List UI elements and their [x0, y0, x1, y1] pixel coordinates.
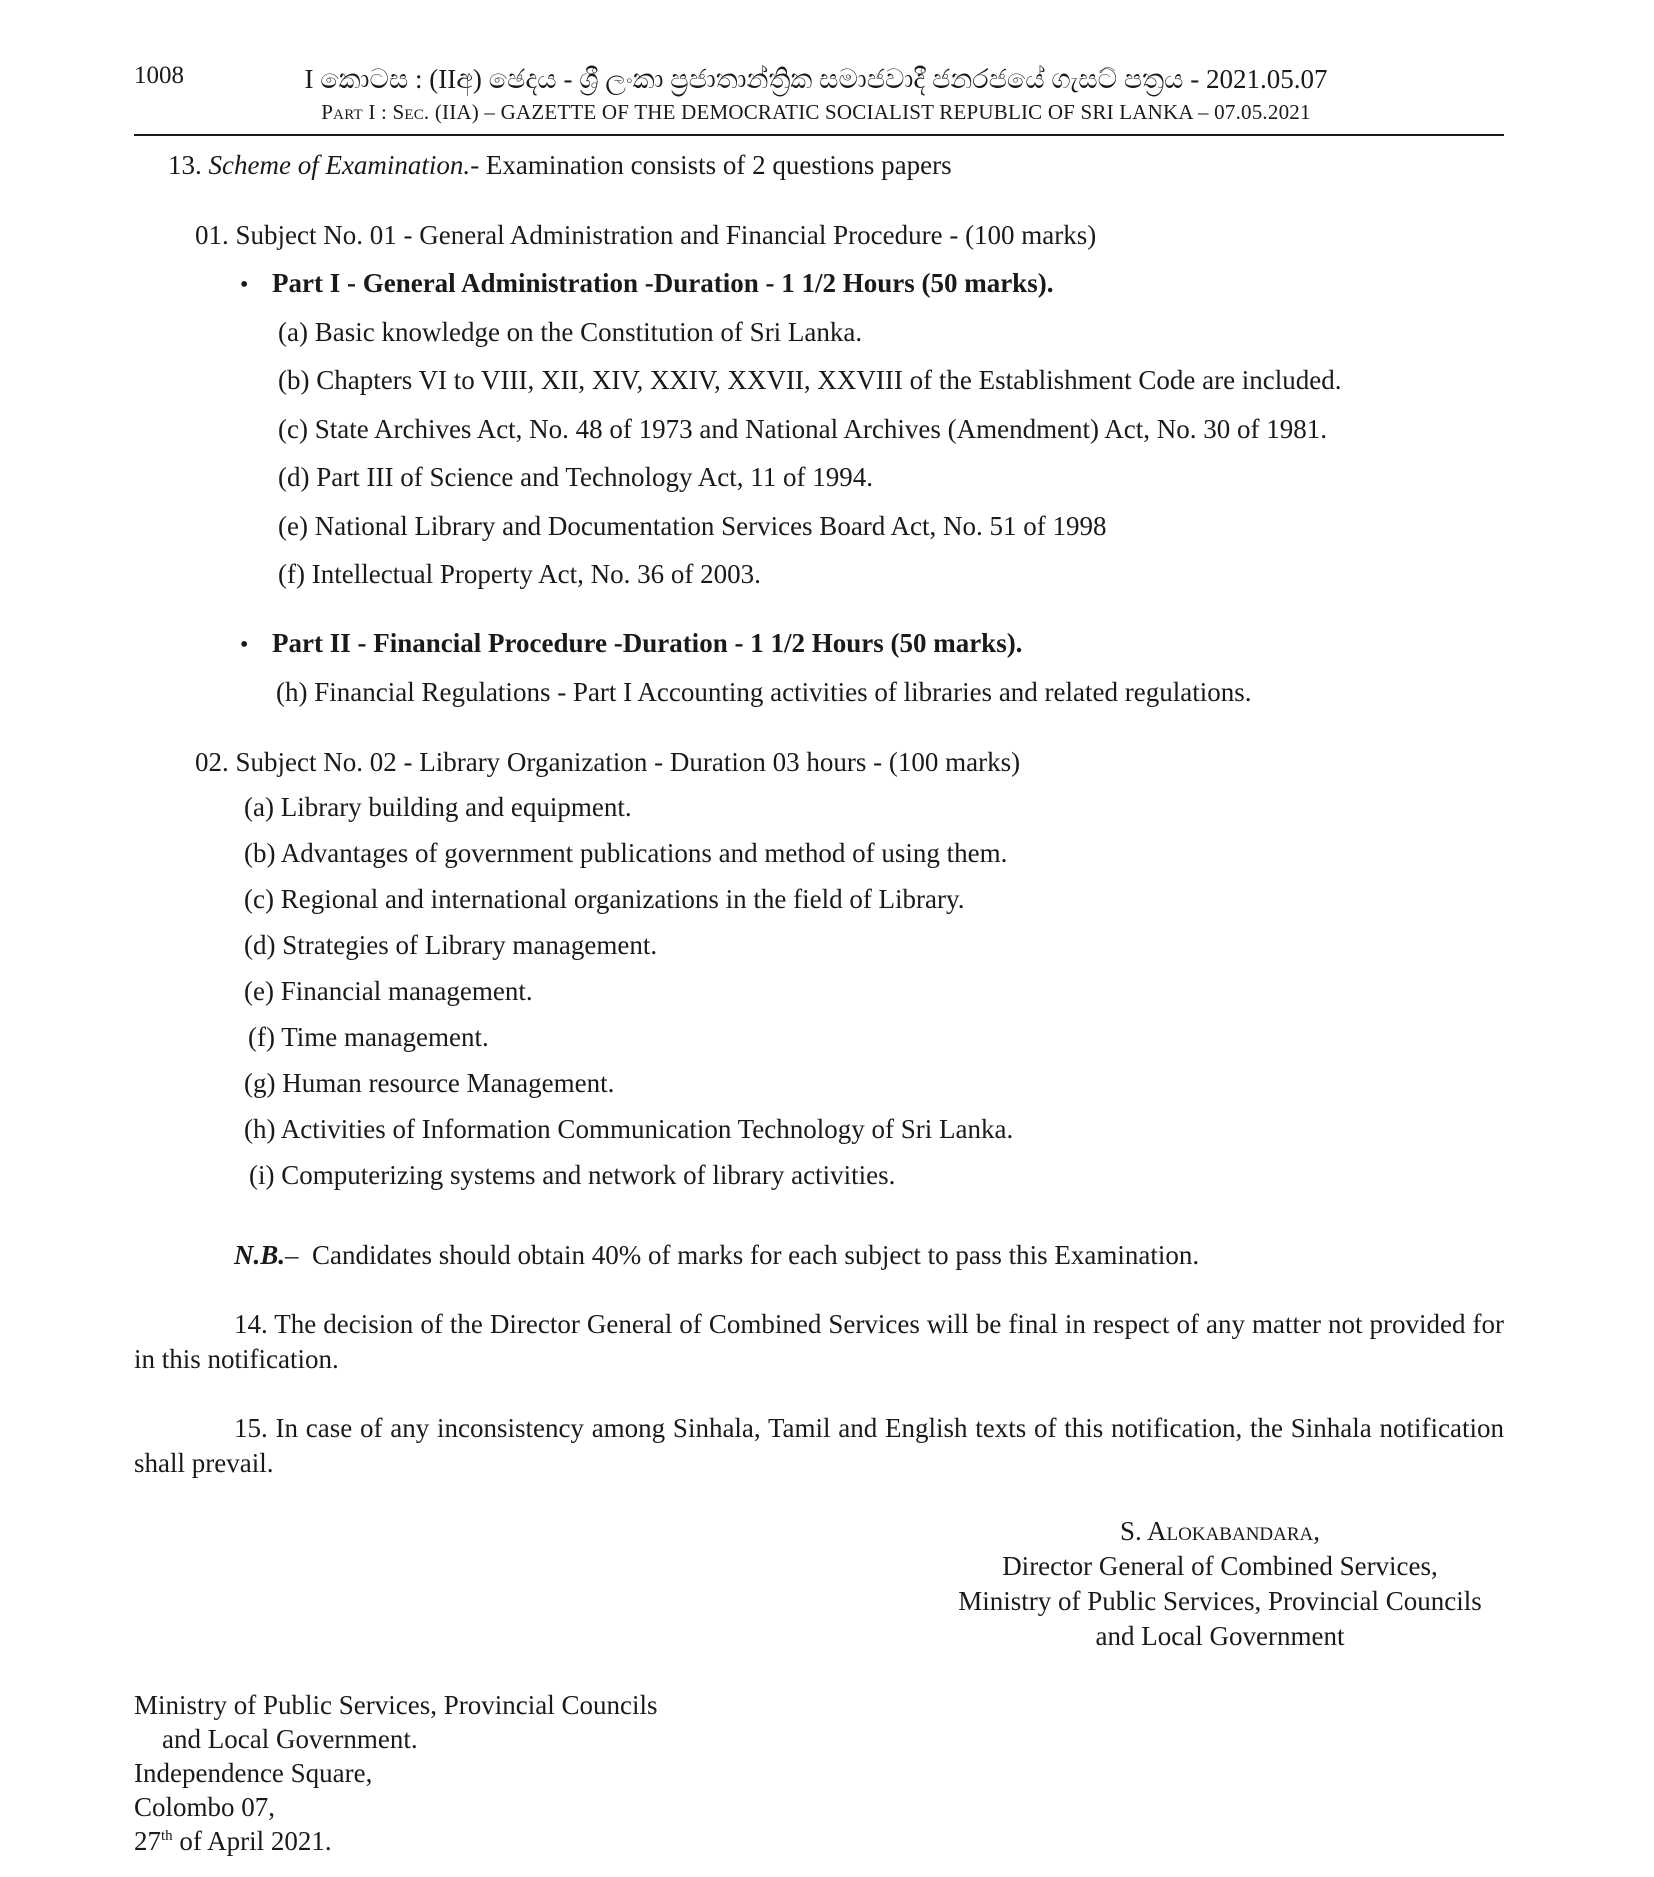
header-rest: (IIA) – GAZETTE OF THE DEMOCRATIC SOCIALIST REPUBLIC OF SRI LANKA – 07.05.2021: [434, 100, 1311, 124]
item-text: Computerizing systems and network of library activities.: [281, 1160, 896, 1190]
item-label: (c): [278, 414, 308, 444]
item-text: Strategies of Library management.: [282, 930, 658, 960]
item-text: Library building and equipment.: [280, 792, 632, 822]
header-rule: [134, 134, 1504, 136]
item-label: (d): [278, 462, 310, 492]
item-text: Intellectual Property Act, No. 36 of 2003.: [311, 559, 761, 589]
address-line-3: Independence Square,: [134, 1758, 373, 1788]
header-part: Part I: [321, 100, 376, 124]
section-14: [134, 1307, 1504, 1377]
subject-2-heading: 02. Subject No. 02 - Library Organization - Duration 03 hours - (100 marks): [195, 747, 1021, 777]
part-1-item-a: [278, 315, 862, 349]
address-line-1: Ministry of Public Services, Provincial Councils: [134, 1690, 658, 1720]
item-text: State Archives Act, No. 48 of 1973 and National Archives (Amendment) Act, No. 30 of 1981.: [314, 414, 1328, 444]
subject-2-item-c: [244, 882, 965, 916]
item-label: (h): [244, 1114, 276, 1144]
item-label: (g): [244, 1068, 276, 1098]
date-suffix: th: [161, 1828, 173, 1844]
item-label: (c): [244, 884, 274, 914]
nota-bene: [234, 1238, 1199, 1272]
item-label: (d): [244, 930, 276, 960]
item-text: Time management.: [281, 1022, 489, 1052]
item-text: Part III of Science and Technology Act, 11 of 1994.: [316, 462, 873, 492]
item-text: Activities of Information Communication Technology of Sri Lanka.: [280, 1114, 1014, 1144]
section-15-text: 15. In case of any inconsistency among Sinhala, Tamil and English texts of this notification, the Sinhala notification shall prevail.: [134, 1413, 1504, 1478]
bullet-icon: •: [240, 632, 249, 658]
header-sep: :: [380, 100, 388, 124]
date-rest: of April 2021.: [179, 1826, 332, 1856]
item-label: (a): [244, 792, 274, 822]
address-line-2: and Local Government.: [162, 1724, 418, 1754]
item-text: Human resource Management.: [282, 1068, 615, 1098]
section-14-text: 14. The decision of the Director General of Combined Services will be final in respect of any matter not provided for in this notification.: [134, 1309, 1504, 1374]
item-text: National Library and Documentation Services Board Act, No. 51 of 1998: [314, 511, 1107, 541]
part-1-heading: [240, 266, 1053, 302]
item-text: Basic knowledge on the Constitution of Sri Lanka.: [314, 317, 863, 347]
page-number: 1008: [134, 62, 184, 89]
address-date: [134, 1824, 657, 1858]
item-label: (a): [278, 317, 308, 347]
subject-2-item-g: [244, 1066, 614, 1100]
item-label: (i): [249, 1160, 275, 1190]
address-line-4: Colombo 07,: [134, 1792, 276, 1822]
part-2-item-h: [276, 675, 1251, 709]
signatory-name: S. Alokabandara,: [1120, 1516, 1320, 1546]
item-text: Chapters VI to VIII, XII, XIV, XXIV, XXVII, XXVIII of the Establishment Code are included.: [316, 365, 1342, 395]
section-13-text: - Examination consists of 2 questions papers: [470, 150, 952, 180]
subject-2-item-a: [244, 790, 632, 824]
signatory-ministry-1: Ministry of Public Services, Provincial Councils: [958, 1586, 1482, 1616]
header-english: [286, 100, 1346, 125]
signatory-title: Director General of Combined Services,: [1002, 1551, 1438, 1581]
subject-2-item-h: [244, 1112, 1013, 1146]
part-2-heading-text: Part II - Financial Procedure -Duration - 1 1/2 Hours (50 marks).: [272, 628, 1023, 658]
part-1-heading-text: Part I - General Administration -Duration - 1 1/2 Hours (50 marks).: [272, 268, 1054, 298]
item-label: (b): [278, 365, 310, 395]
nb-dash: –: [285, 1240, 299, 1270]
nb-text: Candidates should obtain 40% of marks for each subject to pass this Examination.: [312, 1240, 1200, 1270]
part-2-heading: [240, 626, 1022, 662]
subject-2-item-e: [244, 974, 533, 1008]
section-13-title: Scheme of Examination.: [208, 150, 471, 180]
signature-block: [910, 1514, 1530, 1654]
date-day: 27: [134, 1826, 161, 1856]
part-1-item-b: [278, 363, 1342, 397]
part-1-item-c: [278, 412, 1327, 446]
item-text: Financial Regulations - Part I Accounting activities of libraries and related regulations.: [314, 677, 1252, 707]
signatory-ministry-2: and Local Government: [1095, 1621, 1345, 1651]
item-label: (h): [276, 677, 308, 707]
item-text: Financial management.: [280, 976, 533, 1006]
subject-2-item-d: [244, 928, 657, 962]
address-block: [134, 1688, 657, 1858]
item-label: (e): [278, 511, 308, 541]
item-label: (b): [244, 838, 276, 868]
header-sec: Sec.: [392, 100, 430, 124]
part-1-item-d: [278, 460, 873, 494]
part-1-item-f: [278, 557, 761, 591]
section-15: [134, 1411, 1504, 1481]
item-text: Regional and international organizations in the field of Library.: [280, 884, 965, 914]
subject-2-item-f: [248, 1020, 489, 1054]
nb-label: N.B.: [234, 1240, 286, 1270]
section-13: [168, 148, 952, 182]
part-1-item-e: [278, 509, 1107, 543]
header-sinhala: I කොටස : (IIඅ) ඡෙදය - ශ්‍රී ලංකා ප්‍රජාතාන්ත්‍රික සමාජවාදී ජනරජයේ ගැසට් පත්‍රය - 2021.05.07: [304, 64, 1328, 94]
bullet-icon: •: [240, 272, 249, 298]
item-text: Advantages of government publications and method of using them.: [280, 838, 1008, 868]
item-label: (f): [278, 559, 305, 589]
item-label: (e): [244, 976, 274, 1006]
subject-1-heading: 01. Subject No. 01 - General Administration and Financial Procedure - (100 marks): [195, 220, 1097, 250]
section-13-number: 13.: [168, 150, 202, 180]
subject-2-item-i: [249, 1158, 895, 1192]
item-label: (f): [248, 1022, 275, 1052]
subject-2-item-b: [244, 836, 1007, 870]
